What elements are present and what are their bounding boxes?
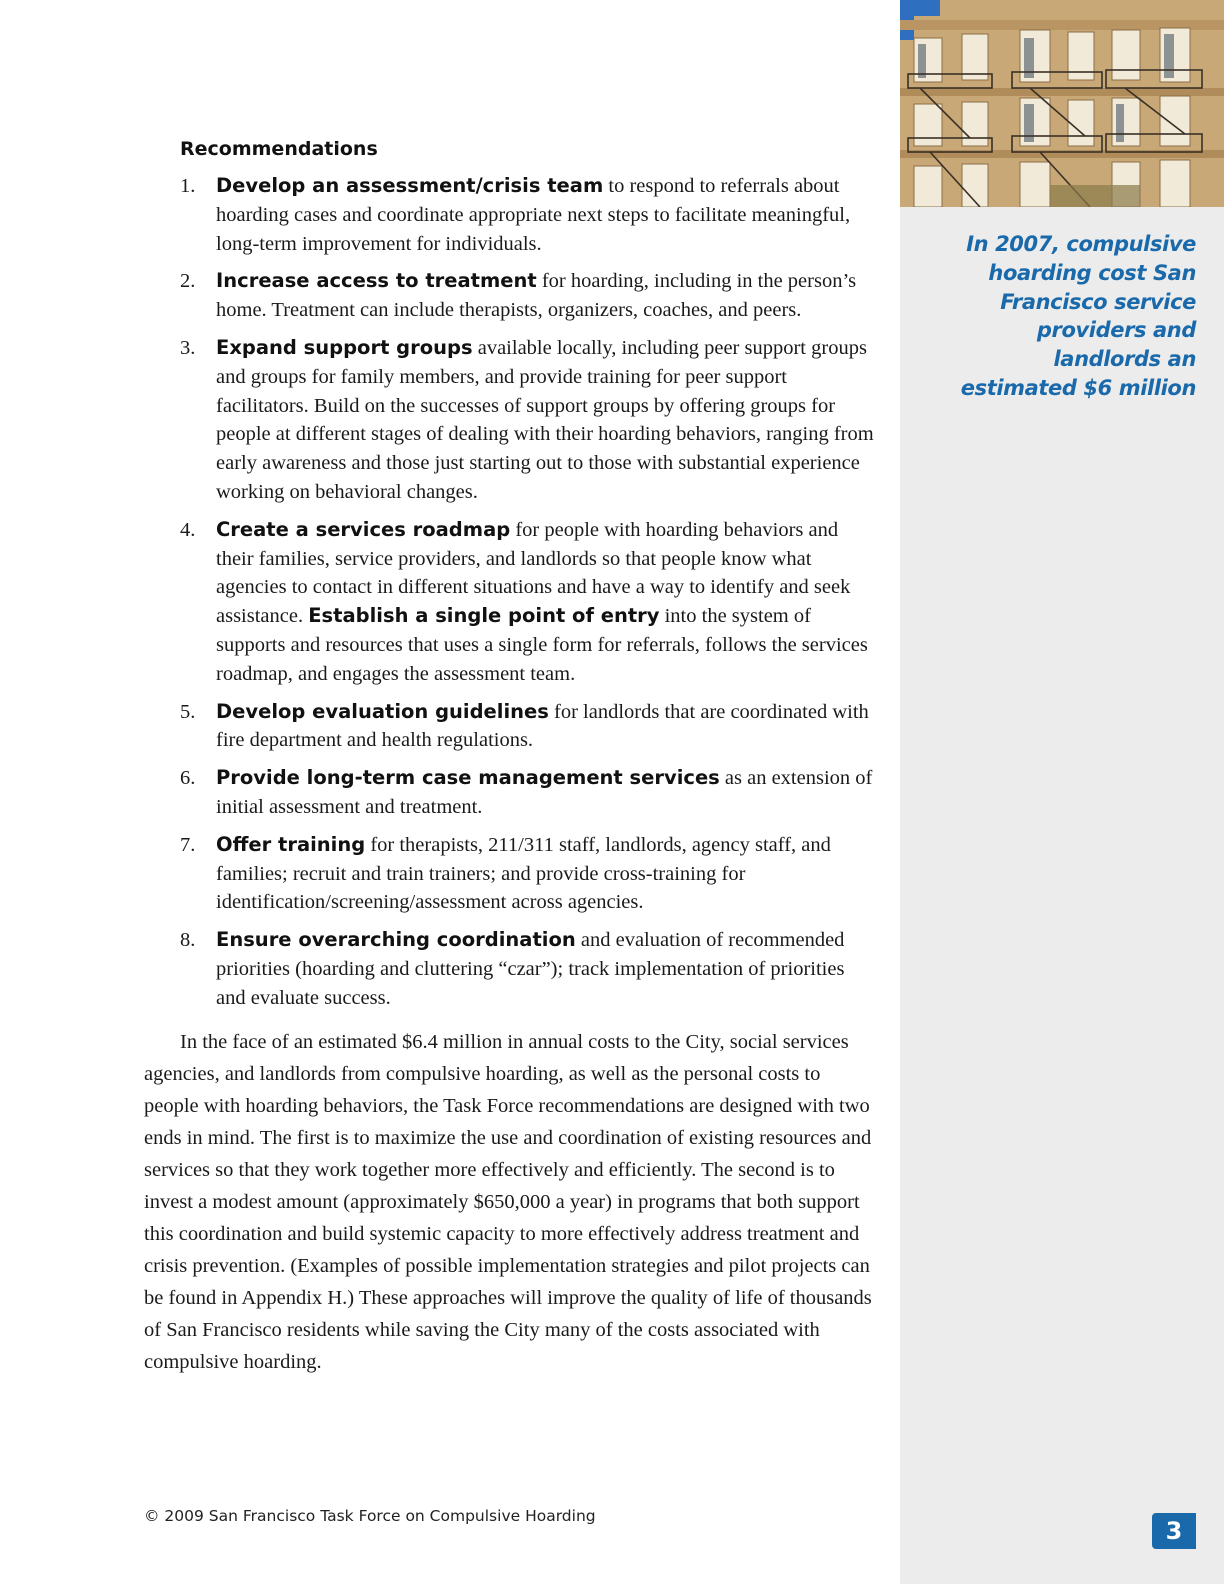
pull-quote: In 2007, compulsive hoarding cost San Francisco service providers and landlords an estimated $6 million bbox=[960, 232, 1196, 400]
item-text: as an extension of initial assessment and treatment. bbox=[216, 767, 873, 818]
list-item bbox=[144, 172, 874, 258]
item-text: for people with hoarding behaviors and their families, service providers, and landlords so that people know what agencies to contact in different situations and have a way to identify and seek assistance. bbox=[216, 518, 851, 628]
item-title: Create a services roadmap bbox=[216, 517, 511, 541]
item-number: 4. bbox=[180, 518, 196, 541]
item-title: Offer training bbox=[216, 832, 366, 856]
item-title-secondary: Establish a single point of entry bbox=[308, 604, 660, 628]
item-number: 7. bbox=[180, 833, 196, 856]
list-item bbox=[144, 926, 874, 1012]
item-number: 2. bbox=[180, 270, 196, 293]
item-text: for therapists, 211/311 staff, landlords, agency staff, and families; recruit and train trainers; and provide cross-training for identification/screening/assessment across agencies. bbox=[216, 833, 831, 914]
item-title: Expand support groups bbox=[216, 335, 473, 359]
item-title: Increase access to treatment bbox=[216, 269, 537, 293]
list-item bbox=[144, 267, 874, 325]
item-text: and evaluation of recommended priorities (hoarding and cluttering “czar”); track implementation of priorities and evaluate success. bbox=[216, 929, 845, 1009]
sidebar bbox=[900, 0, 1224, 1584]
item-text: available locally, including peer support groups and groups for family members, and provide training for peer support facilitators. Build on the successes of support groups by offering groups for people at different stages of dealing with their hoarding behaviors, ranging from early awareness and those just starting out to those with substantial experience working on behavioral changes. bbox=[216, 336, 874, 503]
list-item bbox=[144, 764, 874, 822]
item-number: 8. bbox=[180, 929, 196, 952]
item-number: 1. bbox=[180, 175, 196, 197]
item-text: to respond to referrals about hoarding cases and coordinate appropriate next steps to facilitate meaningful, long-term improvement for individuals. bbox=[216, 175, 851, 255]
item-number: 5. bbox=[180, 700, 196, 723]
list-item bbox=[144, 698, 874, 756]
item-text: for hoarding, including in the person’s home. Treatment can include therapists, organizers, coaches, and peers. bbox=[216, 270, 857, 322]
item-text: for landlords that are coordinated with fire department and health regulations. bbox=[216, 700, 869, 752]
building-photo bbox=[900, 0, 1224, 207]
list-item bbox=[144, 334, 874, 507]
item-title: Develop an assessment/crisis team bbox=[216, 174, 604, 197]
item-number: 3. bbox=[180, 336, 196, 359]
recommendations-list bbox=[144, 172, 874, 1013]
body-paragraph: In the face of an estimated $6.4 million in annual costs to the City, social services agencies, and landlords from compulsive hoarding, as well as the personal costs to people with hoarding behaviors, the Task Force recommendations are designed with two ends in mind. The first is to maximize the use and coordination of existing resources and services so that they work together more effectively and efficiently. The second is to invest a modest amount (approximately $650,000 a year) in programs that both support this coordination and build systemic capacity to more effectively address treatment and crisis prevention. (Examples of possible implementation strategies and pilot projects can be found in Appendix H.) These approaches will improve the quality of life of thousands of San Francisco residents while saving the City many of the costs associated with compulsive hoarding. bbox=[144, 1030, 872, 1373]
recommendations-heading: Recommendations bbox=[180, 138, 378, 160]
item-number: 6. bbox=[180, 767, 196, 790]
item-title: Develop evaluation guidelines bbox=[216, 699, 549, 723]
list-item bbox=[144, 831, 874, 917]
list-item bbox=[144, 516, 874, 689]
main-content bbox=[144, 136, 874, 1378]
footer-copyright: © 2009 San Francisco Task Force on Compulsive Hoarding bbox=[144, 1507, 596, 1525]
item-title: Provide long-term case management services bbox=[216, 766, 720, 790]
item-text-secondary: into the system of supports and resources that uses a single form for referrals, follows the services roadmap, and engages the assessment team. bbox=[216, 605, 868, 685]
item-title: Ensure overarching coordination bbox=[216, 928, 576, 952]
page-number: 3 bbox=[1152, 1513, 1196, 1549]
